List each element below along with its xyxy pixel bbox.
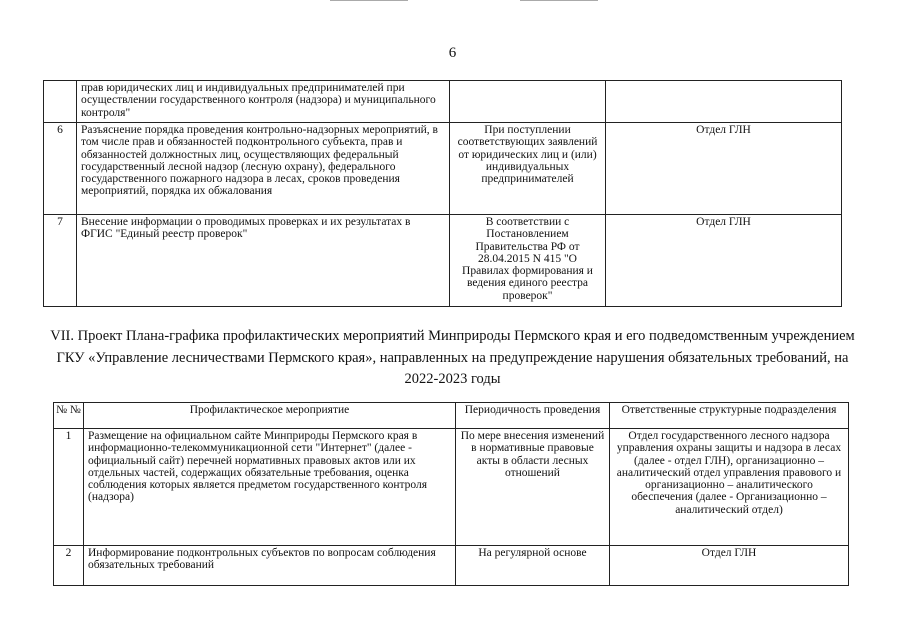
period-cell: При поступлении соответствующих заявлений от юридических лиц и (или) индивидуальных предпринимателей xyxy=(450,123,606,215)
header-activity: Профилактическое мероприятие xyxy=(84,403,456,429)
page-number: 6 xyxy=(448,45,457,61)
top-rule-right xyxy=(520,0,598,1)
header-period: Периодичность проведения xyxy=(456,403,610,429)
activity-cell: прав юридических лиц и индивидуальных предпринимателей при осуществлении государственного контроля (надзора) и муниципального контроля" xyxy=(77,81,450,123)
table-row xyxy=(54,429,849,546)
top-rule-left xyxy=(330,0,408,1)
responsible-cell xyxy=(606,81,842,123)
activities-table-continued xyxy=(43,80,842,307)
row-number: 1 xyxy=(54,429,84,546)
activity-cell: Размещение на официальном сайте Минприроды Пермского края в информационно-телекоммуникационной сети "Интернет" (далее - официальный сайт) перечней нормативных правовых актов или их отдельных частей, содержащих обязательные требования, оценка соблюдения которых является предметом государственного контроля (надзора) xyxy=(84,429,456,546)
row-number: 7 xyxy=(44,215,77,307)
period-cell xyxy=(450,81,606,123)
responsible-cell: Отдел ГЛН xyxy=(606,123,842,215)
table-row xyxy=(54,546,849,586)
period-cell: На регулярной основе xyxy=(456,546,610,586)
responsible-cell: Отдел ГЛН xyxy=(606,215,842,307)
activity-cell: Внесение информации о проводимых проверках и их результатах в ФГИС "Единый реестр проверок" xyxy=(77,215,450,307)
row-number: 6 xyxy=(44,123,77,215)
header-responsible: Ответственные структурные подразделения xyxy=(610,403,849,429)
activity-cell: Разъяснение порядка проведения контрольно-надзорных мероприятий, в том числе прав и обязанностей подконтрольного субъекта, прав и обязанностей должностных лиц, осуществляющих федеральный государственный лесной надзор (лесную охрану), федерального государственного пожарного надзора в лесах, сроков проведения мероприятий, порядка их обжалования xyxy=(77,123,450,215)
table-row xyxy=(44,123,842,215)
responsible-cell: Отдел ГЛН xyxy=(610,546,849,586)
period-cell: По мере внесения изменений в нормативные правовые акты в области лесных отношений xyxy=(456,429,610,546)
section-heading: VII. Проект Плана-графика профилактических мероприятий Минприроды Пермского края и его подведомственным учреждением ГКУ «Управление лесничествами Пермского края», направленных на предупреждение нарушения обязательных требований, на 2022-2023 годы xyxy=(50,328,855,387)
responsible-cell: Отдел государственного лесного надзора управления охраны защиты и надзора в лесах (далее - отдел ГЛН), организационно – аналитический отдел управления правового и организационно – аналитического обеспечения (далее - Организационно – аналитический отдел) xyxy=(610,429,849,546)
period-cell: В соответствии с Постановлением Правительства РФ от 28.04.2015 N 415 "О Правилах формирования и ведения единого реестра проверок" xyxy=(450,215,606,307)
table-row xyxy=(44,215,842,307)
table-row xyxy=(44,81,842,123)
prevention-plan-table xyxy=(53,402,849,586)
header-number: № № xyxy=(54,403,84,429)
activity-cell: Информирование подконтрольных субъектов по вопросам соблюдения обязательных требований xyxy=(84,546,456,586)
row-number xyxy=(44,81,77,123)
row-number: 2 xyxy=(54,546,84,586)
table-header-row xyxy=(54,403,849,429)
